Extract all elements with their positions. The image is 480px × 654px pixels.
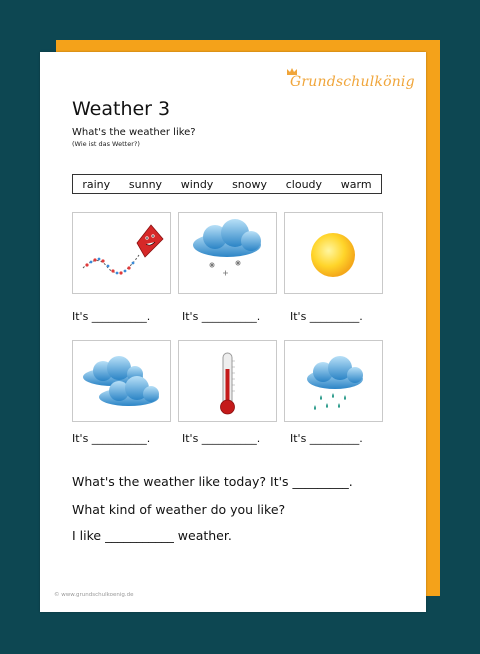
subtitle: What's the weather like? [72,127,196,138]
answer-like[interactable]: I like ___________ weather. [72,528,232,543]
picture-card-thermometer [178,340,277,422]
answer-blank[interactable]: It's __________. [182,310,261,323]
word-bank-item: snowy [232,177,268,191]
worksheet-page [40,52,426,612]
word-bank [72,174,382,194]
picture-card-clouds [72,340,171,422]
rain-cloud-icon [285,341,382,421]
answer-blank[interactable]: It's __________. [182,432,261,445]
word-bank-item: warm [340,177,372,191]
picture-card-rain [284,340,383,422]
answer-blank[interactable]: It's _________. [290,432,363,445]
kite-icon [73,213,170,293]
question-kind: What kind of weather do you like? [72,502,286,517]
snow-cloud-icon [179,213,276,293]
answer-blank[interactable]: It's __________. [72,310,151,323]
word-bank-item: cloudy [285,177,323,191]
subtitle-german: (Wie ist das Wetter?) [72,140,140,148]
thermometer-icon [179,341,276,421]
sun-icon [285,213,382,293]
picture-card-sun [284,212,383,294]
picture-card-kite [72,212,171,294]
word-bank-item: sunny [128,177,163,191]
answer-blank[interactable]: It's __________. [72,432,151,445]
question-today[interactable]: What's the weather like today? It's _________. [72,474,353,489]
footer-copyright: © www.grundschulkoenig.de [54,592,134,598]
clouds-icon [73,341,170,421]
picture-card-snow [178,212,277,294]
word-bank-item: rainy [82,177,111,191]
brand-logo[interactable]: Grundschulkönig [290,74,415,90]
page-title: Weather 3 [72,98,171,120]
answer-blank[interactable]: It's _________. [290,310,363,323]
word-bank-item: windy [180,177,214,191]
